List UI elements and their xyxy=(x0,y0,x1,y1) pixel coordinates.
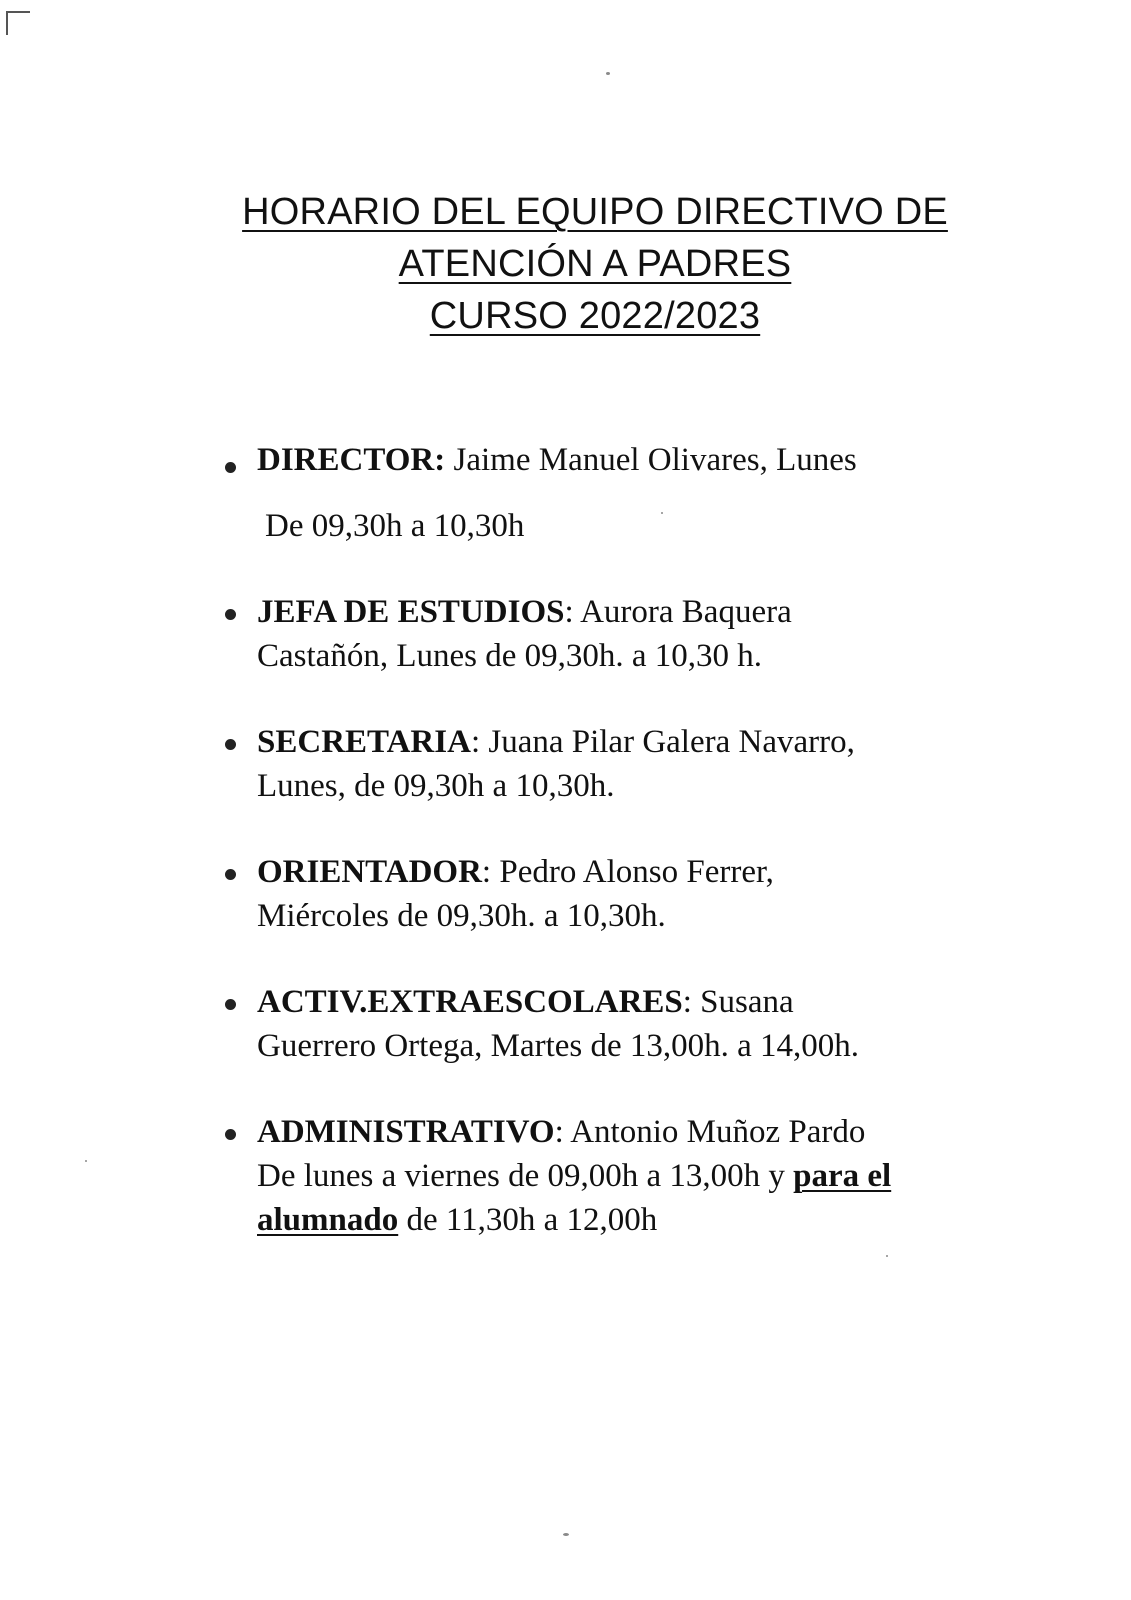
person-text: : Antonio Muñoz Pardo xyxy=(554,1114,866,1150)
schedule-text: Guerrero Ortega, Martes de 13,00h. a 14,00h. xyxy=(257,1028,860,1064)
list-item-activ-extraescolares xyxy=(215,980,1015,1068)
emphasis-text: alumnado xyxy=(257,1202,399,1238)
role-label: ORIENTADOR xyxy=(257,854,482,890)
schedule-list xyxy=(215,438,1015,1284)
schedule-text xyxy=(257,1198,1015,1242)
person-text: : Aurora Baquera xyxy=(564,594,792,630)
list-item-administrativo xyxy=(215,1110,1015,1242)
schedule-text: Castañón, Lunes de 09,30h. a 10,30 h. xyxy=(257,638,763,674)
bullet-icon xyxy=(225,739,236,750)
title-line-1: HORARIO DEL EQUIPO DIRECTIVO DE xyxy=(242,191,948,233)
role-label: ADMINISTRATIVO xyxy=(257,1114,555,1150)
person-text: : Juana Pilar Galera Navarro, xyxy=(470,724,855,760)
scan-speck xyxy=(606,72,610,75)
role-label: JEFA DE ESTUDIOS xyxy=(257,594,565,630)
bullet-icon xyxy=(225,999,236,1010)
emphasis-text: para el xyxy=(793,1158,892,1194)
list-item-secretaria xyxy=(215,720,1015,808)
schedule-text-part: De lunes a viernes de 09,00h a 13,00h y xyxy=(257,1158,794,1194)
list-item-jefa-de-estudios xyxy=(215,590,1015,678)
person-text: Jaime Manuel Olivares, Lunes xyxy=(445,442,857,478)
schedule-text xyxy=(257,1154,1015,1198)
bullet-icon xyxy=(225,609,236,620)
role-label: ACTIV.EXTRAESCOLARES xyxy=(257,984,683,1020)
scan-speck xyxy=(563,1533,569,1536)
bullet-icon xyxy=(225,869,236,880)
scan-corner-mark xyxy=(6,11,30,35)
person-text: : Pedro Alonso Ferrer, xyxy=(481,854,774,890)
list-item-orientador xyxy=(215,850,1015,938)
document-title xyxy=(150,186,1040,342)
title-line-3: CURSO 2022/2023 xyxy=(429,295,761,337)
schedule-text-part: de 11,30h a 12,00h xyxy=(398,1202,658,1238)
list-item-director xyxy=(215,438,1015,548)
bullet-icon xyxy=(225,1129,236,1140)
role-label: SECRETARIA xyxy=(257,724,471,760)
bullet-icon xyxy=(225,462,236,473)
schedule-text: Miércoles de 09,30h. a 10,30h. xyxy=(257,898,666,934)
schedule-text: De 09,30h a 10,30h xyxy=(265,508,525,544)
role-label: DIRECTOR: xyxy=(257,442,446,478)
scan-speck xyxy=(85,1160,87,1162)
title-line-2: ATENCIÓN A PADRES xyxy=(398,243,792,285)
person-text: : Susana xyxy=(682,984,794,1020)
schedule-text: Lunes, de 09,30h a 10,30h. xyxy=(257,768,615,804)
